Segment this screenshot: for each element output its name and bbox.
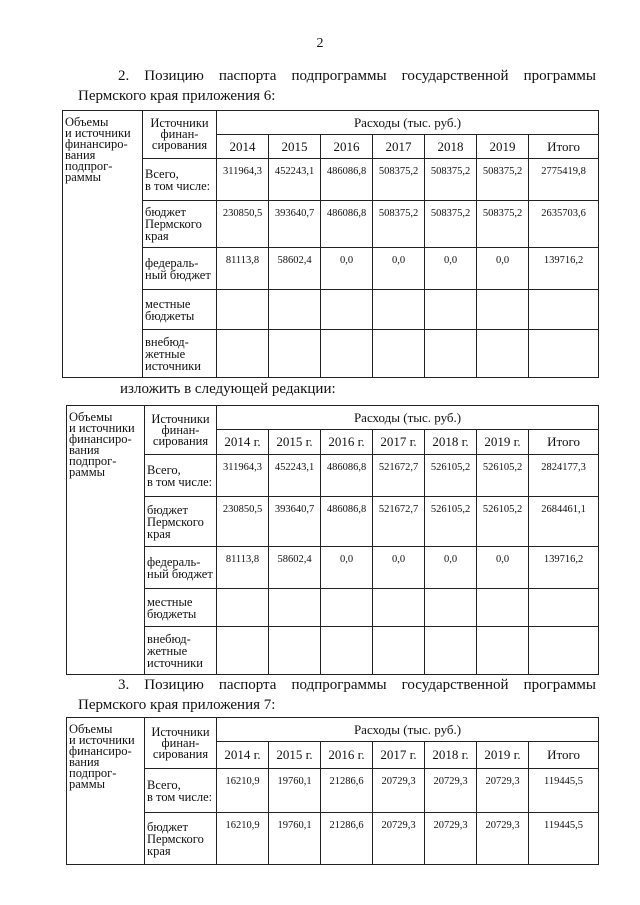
source-label-line: бюджеты [145,308,195,323]
label-line: подпрог- [65,159,113,173]
table-row [67,589,599,627]
table-cell: 119445,5 [529,813,599,865]
table-cell: 2684461,1 [529,497,599,547]
table-cell [373,290,425,330]
label-line: вания [69,443,100,457]
source-label-line: в том числе: [147,474,213,489]
table-cell: 20729,3 [477,813,529,865]
table-cell: 452243,1 [269,159,321,201]
year-header: 2018 г. [425,430,477,455]
table-cell: 508375,2 [477,201,529,248]
header-line: Источники [151,411,210,426]
sources-header [145,718,217,769]
label-line: финансиро- [65,137,128,151]
source-label [143,330,217,378]
sources-header [145,406,217,455]
year-header: 2017 г. [373,742,425,769]
year-header: 2016 [321,135,373,159]
table-cell: 393640,7 [269,201,321,248]
table-cell [477,290,529,330]
source-label-line: внебюд- [145,334,189,349]
section-3-heading-line1: 3. Позицию паспорта подпрограммы государственной программы [118,677,596,693]
section-2-heading-line2: Пермского края приложения 6: [78,88,276,104]
table-cell [373,330,425,378]
header-line: финан- [160,127,199,141]
table-cell [477,589,529,627]
table-cell: 21286,6 [321,769,373,813]
page-number: 2 [316,36,324,51]
source-label-line: ный бюджет [145,267,211,282]
table-cell: 0,0 [425,547,477,589]
source-label-line: ный бюджет [147,566,213,581]
table-cell: 0,0 [373,547,425,589]
source-label-line: местные [147,594,193,609]
table-cell: 0,0 [321,547,373,589]
table-row [67,627,599,675]
source-label-line: федераль- [145,255,199,270]
table-cell: 139716,2 [529,547,599,589]
table-cell: 20729,3 [373,813,425,865]
label-line: и источники [65,126,131,140]
table-cell: 58602,4 [269,248,321,290]
table-cell: 526105,2 [477,497,529,547]
table-cell [529,290,599,330]
table-cell: 486086,8 [321,455,373,497]
table-cell [321,589,373,627]
label-line: раммы [69,777,106,791]
label-line: вания [65,148,96,162]
source-label-line: федераль- [147,554,201,569]
table-cell: 508375,2 [425,159,477,201]
source-label-line: источники [145,358,201,373]
revision-text: изложить в следующей редакции: [120,381,336,397]
year-header: 2014 [217,135,269,159]
table-row [67,455,599,497]
source-label-line: края [147,526,171,541]
header-line: Источники [151,724,210,739]
year-header: 2018 [425,135,477,159]
source-label [143,290,217,330]
source-label-line: Всего, [147,777,181,792]
label-line: Объемы [65,115,109,129]
label-line: финансиро- [69,432,132,446]
source-label [145,769,217,813]
source-label-line: бюджеты [147,606,197,621]
source-label [143,248,217,290]
table-cell [269,627,321,675]
header-line: финан- [161,422,200,437]
label-line: финансиро- [69,744,132,758]
table-row [67,813,599,865]
year-header: 2018 г. [425,742,477,769]
table-cell [425,627,477,675]
table-cell: 508375,2 [373,159,425,201]
table-cell: 20729,3 [373,769,425,813]
table-cell: 521672,7 [373,497,425,547]
source-label-line: жетные [145,346,186,361]
financing-volume-label [67,406,145,675]
year-header: 2017 [373,135,425,159]
section-3-heading-line2: Пермского края приложения 7: [78,697,276,713]
table-cell [373,589,425,627]
source-label-line: местные [145,296,191,311]
source-label-line: края [145,229,169,243]
table-row [67,769,599,813]
table-cell [529,589,599,627]
table-header-row [67,718,599,742]
table-cell: 19760,1 [269,813,321,865]
table-cell [269,589,321,627]
financing-table-3 [66,717,599,865]
table-header-row [67,406,599,430]
source-label-line: Пермского [147,831,204,846]
table-cell: 20729,3 [477,769,529,813]
table-cell: 20729,3 [425,813,477,865]
label-line: подпрог- [69,454,117,468]
table-cell [425,589,477,627]
table-cell: 486086,8 [321,201,373,248]
table-cell: 452243,1 [269,455,321,497]
table-cell: 2824177,3 [529,455,599,497]
table-cell: 20729,3 [425,769,477,813]
table-cell [477,330,529,378]
table-cell: 508375,2 [425,201,477,248]
year-header: 2019 г. [477,430,529,455]
label-line: и источники [69,733,135,747]
source-label-line: в том числе: [147,789,213,804]
header-line: сирования [152,433,209,448]
table-cell: 526105,2 [477,455,529,497]
year-header: 2019 г. [477,742,529,769]
financing-volume-label [67,718,145,865]
year-header: 2017 г. [373,430,425,455]
label-line: вания [69,755,100,769]
table-cell [321,330,373,378]
table-cell: 0,0 [425,248,477,290]
table-cell [269,330,321,378]
source-label [143,159,217,201]
table-cell: 311964,3 [217,159,269,201]
year-header: Итого [529,430,599,455]
source-label-line: Пермского [145,217,202,231]
source-label [145,813,217,865]
table-row [67,497,599,547]
table-cell: 230850,5 [217,201,269,248]
table-cell: 119445,5 [529,769,599,813]
table-cell [477,627,529,675]
table-cell: 21286,6 [321,813,373,865]
source-label-line: Всего, [147,462,181,477]
year-header: 2016 г. [321,742,373,769]
expenses-header: Расходы (тыс. руб.) [217,111,599,135]
section-2-heading-line1: 2. Позицию паспорта подпрограммы государственной программы [118,68,596,84]
label-line: раммы [69,465,106,479]
table-row [63,159,599,201]
table-cell [373,627,425,675]
table-cell: 2775419,8 [529,159,599,201]
source-label-line: края [147,843,171,858]
source-label-line: Всего, [145,166,179,181]
source-label-line: жетные [147,643,188,658]
table-cell: 139716,2 [529,248,599,290]
table-cell [269,290,321,330]
table-row [63,201,599,248]
table-cell: 521672,7 [373,455,425,497]
table-cell [321,627,373,675]
table-cell [529,627,599,675]
header-line: Источники [150,116,209,130]
table-cell [529,330,599,378]
section-2-heading [78,66,596,106]
source-label [145,455,217,497]
table-cell [425,330,477,378]
table-cell [217,330,269,378]
year-header: 2015 г. [269,742,321,769]
table-row [67,547,599,589]
source-label [143,201,217,248]
year-header: 2019 [477,135,529,159]
table-cell: 0,0 [477,248,529,290]
source-label [145,547,217,589]
source-label [145,627,217,675]
expenses-header: Расходы (тыс. руб.) [217,406,599,430]
table-cell: 81113,8 [217,547,269,589]
table-cell [217,589,269,627]
year-header: Итого [529,135,599,159]
table-cell [217,290,269,330]
header-line: сирования [152,746,209,761]
table-cell [217,627,269,675]
expenses-header: Расходы (тыс. руб.) [217,718,599,742]
table-cell: 16210,9 [217,813,269,865]
financing-table-2 [66,405,599,675]
section-3-heading [78,675,596,715]
label-line: и источники [69,421,135,435]
table-row [63,290,599,330]
source-label-line: бюджет [147,819,188,834]
label-line: Объемы [69,410,113,424]
label-line: подпрог- [69,766,117,780]
header-line: финан- [161,735,200,750]
source-label [145,497,217,547]
source-label-line: внебюд- [147,631,191,646]
table-cell: 19760,1 [269,769,321,813]
table-cell: 311964,3 [217,455,269,497]
table-cell: 526105,2 [425,455,477,497]
table-cell [425,290,477,330]
table-cell: 81113,8 [217,248,269,290]
table-cell: 0,0 [321,248,373,290]
source-label-line: источники [147,655,203,670]
table-cell: 0,0 [477,547,529,589]
table-cell: 508375,2 [373,201,425,248]
source-label-line: бюджет [147,502,188,517]
year-header: 2015 г. [269,430,321,455]
table-cell [321,290,373,330]
source-label-line: бюджет [145,205,186,219]
table-cell: 0,0 [373,248,425,290]
table-cell: 230850,5 [217,497,269,547]
sources-header [143,111,217,159]
financing-volume-label [63,111,143,378]
year-header: 2015 [269,135,321,159]
label-line: раммы [65,170,102,184]
year-header: 2016 г. [321,430,373,455]
table-header-row [63,111,599,135]
table-cell: 16210,9 [217,769,269,813]
source-label-line: Пермского [147,514,204,529]
table-cell: 2635703,6 [529,201,599,248]
table-row [63,330,599,378]
year-header: 2014 г. [217,430,269,455]
source-label [145,589,217,627]
header-line: сирования [151,138,208,152]
year-header: 2014 г. [217,742,269,769]
table-row [63,248,599,290]
table-cell: 508375,2 [477,159,529,201]
table-cell: 486086,8 [321,159,373,201]
source-label-line: в том числе: [145,178,211,193]
label-line: Объемы [69,722,113,736]
year-header: Итого [529,742,599,769]
table-cell: 58602,4 [269,547,321,589]
table-cell: 393640,7 [269,497,321,547]
table-cell: 526105,2 [425,497,477,547]
table-cell: 486086,8 [321,497,373,547]
financing-table-1 [62,110,599,378]
